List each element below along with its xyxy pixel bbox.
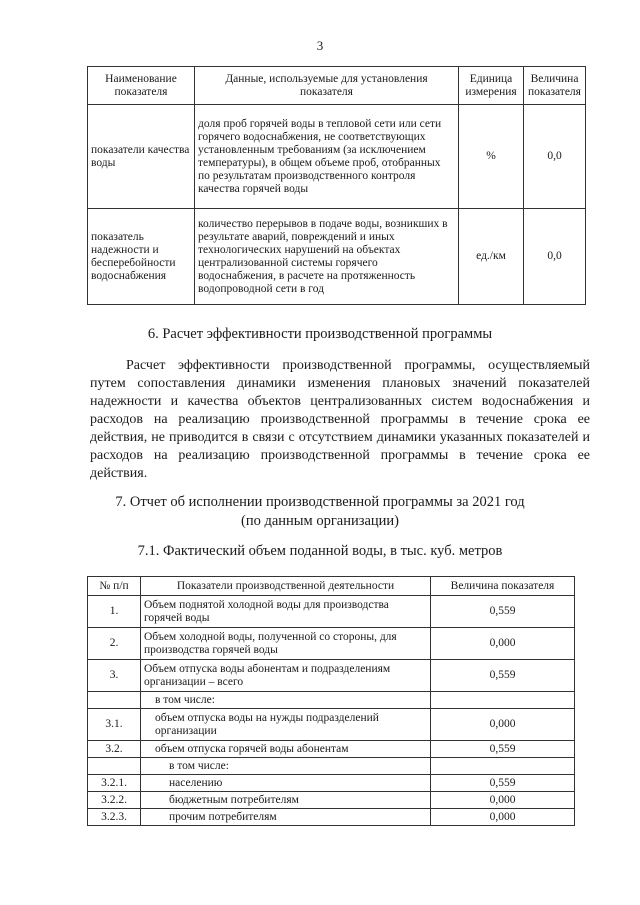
row-label: населению	[141, 775, 431, 792]
page-number: 3	[316, 38, 324, 53]
table-row	[88, 628, 575, 660]
table-row	[88, 758, 575, 775]
row-label: Объем поднятой холодной воды для производства горячей воды	[141, 596, 431, 628]
header-activity: Показатели производственной деятельности	[141, 577, 431, 596]
indicator-unit-cell: %	[459, 105, 524, 209]
table-header-row	[88, 577, 575, 596]
row-value: 0,559	[431, 741, 575, 758]
table-row	[88, 209, 586, 305]
row-number: 1.	[88, 596, 141, 628]
indicator-data-cell: доля проб горячей воды в тепловой сети или сети горячего водоснабжения, не соответствующих установленным требованиям (за исключением температуры), в общем объеме проб, отобранных по результатам производственного контроля качества горячей воды	[195, 105, 459, 209]
row-label: в том числе:	[141, 692, 431, 709]
header-unit: Единица измерения	[459, 67, 524, 105]
indicator-data-cell: количество перерывов в подаче воды, возникших в результате аварий, повреждений и иных технологических нарушений на объектах централизованной системы горячего водоснабжения, в расчете на протяженность водопроводной сети в год	[195, 209, 459, 305]
section-6-heading: 6. Расчет эффективности производственной программы	[147, 326, 493, 342]
row-number: 3.1.	[88, 709, 141, 741]
header-number: № п/п	[88, 577, 141, 596]
row-label: Объем отпуска воды абонентам и подразделениям организации – всего	[141, 660, 431, 692]
row-value: 0,000	[431, 709, 575, 741]
row-number: 3.2.	[88, 741, 141, 758]
header-value: Величина показателя	[431, 577, 575, 596]
header-value: Величина показателя	[524, 67, 586, 105]
indicators-table	[87, 66, 586, 305]
table-row	[88, 775, 575, 792]
table-row	[88, 596, 575, 628]
table-row	[88, 741, 575, 758]
row-number: 3.2.3.	[88, 809, 141, 826]
row-number: 3.2.2.	[88, 792, 141, 809]
section-6-paragraph: Расчет эффективности производственной программы, осуществляемый путем сопоставления динамики изменения плановых значений показателей надежности и качества объектов централизованных систем водоснабжения и расходов на реализацию производственной программы в течение срока ее действия, не приводится в связи с отсутствием динамики указанных показателей и расходов на реализацию производственной программы в течение срока ее действия.	[90, 358, 590, 481]
table-row	[88, 809, 575, 826]
row-label: объем отпуска горячей воды абонентам	[141, 741, 431, 758]
row-number	[88, 758, 141, 775]
row-value: 0,000	[431, 792, 575, 809]
row-number: 2.	[88, 628, 141, 660]
section-7-1-heading: 7.1. Фактический объем поданной воды, в тыс. куб. метров	[137, 543, 503, 559]
row-label: бюджетным потребителям	[141, 792, 431, 809]
row-value: 0,000	[431, 809, 575, 826]
row-value: 0,000	[431, 628, 575, 660]
row-value	[431, 692, 575, 709]
row-label: объем отпуска воды на нужды подразделений организации	[141, 709, 431, 741]
table-row	[88, 105, 586, 209]
row-value: 0,559	[431, 660, 575, 692]
indicator-value-cell: 0,0	[524, 209, 586, 305]
row-label: Объем холодной воды, полученной со стороны, для производства горячей воды	[141, 628, 431, 660]
row-value	[431, 758, 575, 775]
table-row	[88, 660, 575, 692]
row-number: 3.	[88, 660, 141, 692]
section-7-heading: 7. Отчет об исполнении производственной программы за 2021 год	[115, 494, 525, 510]
table-row	[88, 692, 575, 709]
water-volume-table	[87, 576, 575, 826]
table-row	[88, 709, 575, 741]
header-indicator-name: Наименование показателя	[88, 67, 195, 105]
row-label: в том числе:	[141, 758, 431, 775]
table-header-row	[88, 67, 586, 105]
row-label: прочим потребителям	[141, 809, 431, 826]
indicator-name-cell: показатели качества воды	[88, 105, 195, 209]
indicator-value-cell: 0,0	[524, 105, 586, 209]
row-number	[88, 692, 141, 709]
indicator-unit-cell: ед./км	[459, 209, 524, 305]
indicator-name-cell: показатель надежности и бесперебойности водоснабжения	[88, 209, 195, 305]
row-value: 0,559	[431, 596, 575, 628]
table-row	[88, 792, 575, 809]
header-data-used: Данные, используемые для установления показателя	[195, 67, 459, 105]
section-7-heading-subtitle: (по данным организации)	[240, 513, 399, 529]
row-value: 0,559	[431, 775, 575, 792]
row-number: 3.2.1.	[88, 775, 141, 792]
